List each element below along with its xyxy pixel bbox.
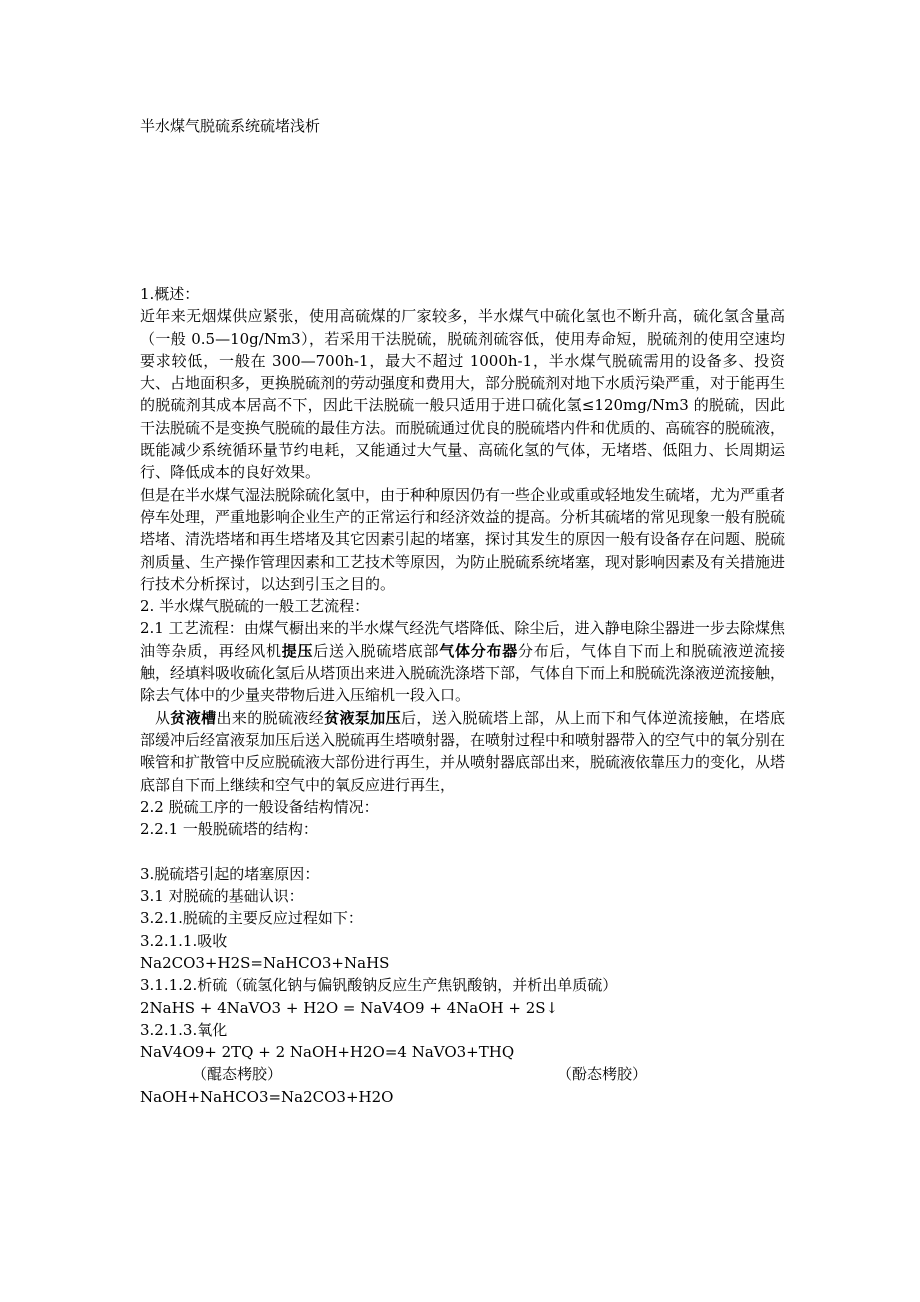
overview-paragraph-1: 近年来无烟煤供应紧张，使用高硫煤的厂家较多，半水煤气中硫化氢也不断升高，硫化氢含量高（一般 0.5—10g/Nm3），若采用干法脱硫，脱硫剂硫容低，使用寿命短，脱硫剂的使用空速均要求较低，一般在 300—700h-1，最大不超过 1000h-1，半水煤气脱硫需用的设备多、投资大、占地面积多，更换脱硫剂的劳动强度和费用大，部分脱硫剂对地下水质污染严重，对于能再生的脱硫剂其成本居高不下，因此干法脱硫一般只适用于进口硫化氢≤120mg/Nm3 的脱硫，因此干法脱硫不是变换气脱硫的最佳方法。而脱硫通过优良的脱硫塔内件和优质的、高硫容的脱硫液，既能减少系统循环量节约电耗，又能通过大气量、高硫化氢的气体，无堵塔、低阻力、长周期运行、降低成本的良好效果。 bbox=[140, 307, 786, 482]
section-2-2-heading: 2.2 脱硫工序的一般设备结构情况： bbox=[140, 797, 379, 816]
process-flow-paragraph bbox=[140, 617, 785, 706]
section-2-heading: 2. 半水煤气脱硫的一般工艺流程： bbox=[140, 597, 370, 616]
overview-paragraph-2: 但是在半水煤气湿法脱除硫化氢中，由于种种原因仍有一些企业或重或轻地发生硫堵，尤为严重者 停车处理，严重地影响企业生产的正常运行和经济效益的提高。分析其硫堵的常见现象一般有脱硫塔堵、清洗塔堵和再生塔堵及其它因素引起的堵塞，探讨其发生的原因一般有设备存在问题、脱硫剂质量、生产操作管理因素和工艺技术等原因，为防止脱硫系统堵塞，现对影响因素及有关措施进行技术分析探讨，以达到引玉之目的。 bbox=[140, 485, 801, 593]
document-body bbox=[140, 283, 801, 1108]
section-3-1-heading: 3.1 对脱硫的基础认识： bbox=[140, 887, 304, 906]
section-2-2-1-heading: 2.2.1 一般脱硫塔的结构： bbox=[140, 820, 318, 839]
section-3-2-1-1-heading: 3.2.1.1.吸收 bbox=[140, 931, 228, 950]
text-run: 从 bbox=[155, 708, 171, 727]
text-run: 后送入脱硫塔底部 bbox=[313, 641, 440, 660]
lean-solution-paragraph bbox=[140, 707, 785, 796]
bold-term-gas-distributor: 气体分布器 bbox=[439, 641, 518, 660]
equation-sulfur-precipitation: 2NaHS + 4NaVO3 + H2O = NaV4O9 + 4NaOH + 2S↓ bbox=[140, 998, 559, 1017]
blank-line bbox=[140, 840, 785, 862]
section-1-heading: 1.概述： bbox=[140, 285, 200, 303]
text-run: 后，送入脱硫塔上部，从上而下和气体逆流接触，在塔底部缓冲后经富液泵加压后送入脱硫再生塔喷射器，在喷射过程中和喷射器带入的空气中的氧分别在喉管和扩散管中反应脱硫液大部份进行再生，并从喷射器底部出来，脱硫液依靠压力的变化，从塔底部自下而上继续和空气中的氧反应进行再生， bbox=[140, 708, 786, 794]
text-run: 2.1 工艺流程：由煤气橱出来的半水煤气经洗气塔降低、除尘后，进入静电除尘器进一步去除煤焦油等杂质，再经风机 bbox=[140, 619, 785, 660]
text-run: 分布后，气体自下而上和脱硫液逆流接触，经填料吸收硫化氢后从塔顶出来进入脱硫洗涤塔下部，气体自下而上和脱硫洗涤液逆流接触，除去气体中的少量夹带物后进入压缩机一段入口。 bbox=[140, 641, 786, 705]
bold-term-pressurize: 提压 bbox=[281, 641, 314, 660]
text-run: 出来的脱硫液经 bbox=[216, 708, 325, 727]
bold-term-lean-pump: 贫液泵加压 bbox=[324, 708, 401, 727]
document-title: 半水煤气脱硫系统硫堵浅析 bbox=[140, 117, 321, 135]
equation-annotations bbox=[140, 1063, 647, 1085]
section-3-2-1-heading: 3.2.1.脱硫的主要反应过程如下： bbox=[140, 909, 363, 928]
bold-term-lean-tank: 贫液槽 bbox=[170, 708, 217, 727]
quinone-tannin-note: （醌态栲胶） bbox=[192, 1065, 283, 1084]
section-3-heading: 3.脱硫塔引起的堵塞原因： bbox=[140, 864, 320, 883]
equation-neutralization: NaOH+NaHCO3=Na2CO3+H2O bbox=[140, 1087, 394, 1106]
section-3-2-1-3-heading: 3.2.1.3.氧化 bbox=[140, 1020, 228, 1039]
equation-absorption: Na2CO3+H2S=NaHCO3+NaHS bbox=[140, 953, 390, 972]
phenol-tannin-note: （酚态栲胶） bbox=[556, 1065, 647, 1084]
equation-oxidation: NaV4O9+ 2TQ + 2 NaOH+H2O=4 NaVO3+THQ bbox=[140, 1043, 515, 1062]
section-3-1-1-2-heading: 3.1.1.2.析硫（硫氢化钠与偏钒酸钠反应生产焦钒酸钠，并析出单质硫） bbox=[140, 976, 618, 995]
